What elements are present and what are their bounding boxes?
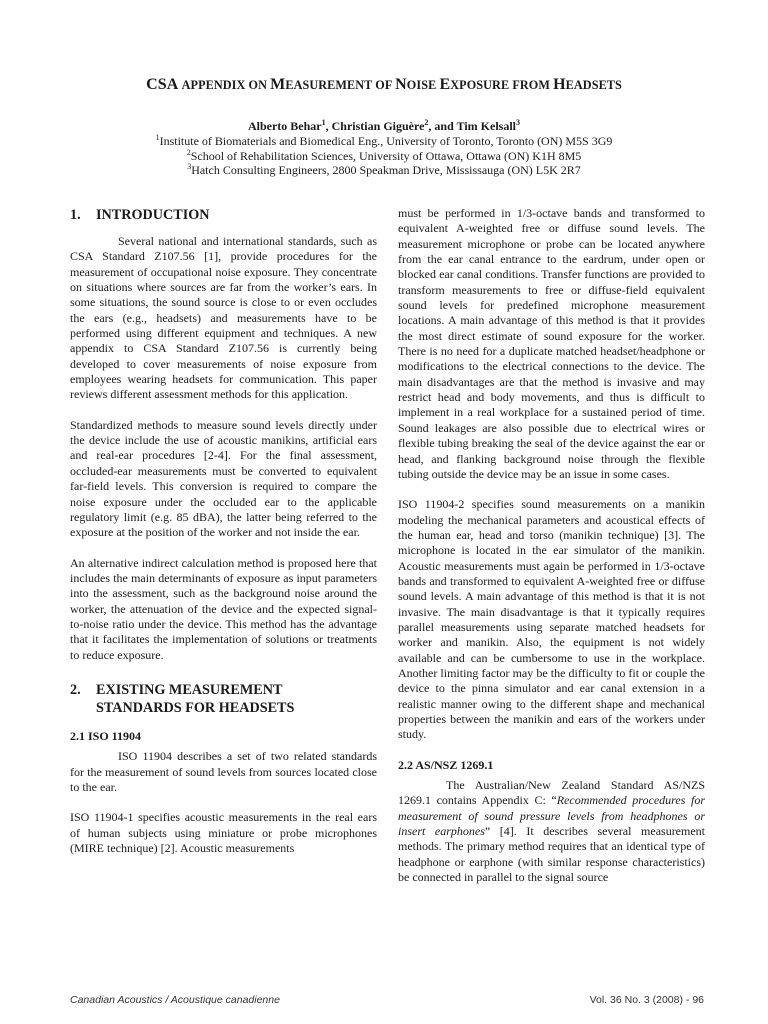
right-column: [398, 206, 705, 885]
affiliation-sup: 2: [186, 148, 191, 157]
title-part: OISE: [406, 78, 440, 92]
footer-journal: Canadian Acoustics / Acoustique canadienne: [70, 994, 280, 1006]
title-part: H: [553, 76, 566, 93]
affiliation: [0, 163, 768, 178]
affiliation-text: School of Rehabilitation Sciences, University of Ottawa, Ottawa (ON) K1H 8M5: [190, 149, 582, 163]
section-title: EXISTING MEASUREMENT: [96, 681, 283, 698]
affiliation: [0, 149, 768, 164]
paragraph: Standardized methods to measure sound levels directly under the device include the use of acoustic manikins, artificial ears and real-ear procedures [2-4]. For the final assessment, occluded-ear measurements must be converted to equivalent far-field levels. This conversion is required to compare the noise exposure under the occluded ear to the applicable regulatory limit (e.g. 85 dBA), the latter being referred to the exposure at the position of the worker and not inside the ear.: [70, 417, 377, 540]
affiliation-sup: 3: [187, 162, 192, 171]
affiliation-sup: 1: [155, 133, 160, 142]
paper-title: [0, 76, 768, 94]
author-name: Christian Giguère: [331, 119, 425, 133]
text-run: The Australian/New Zealand Standard AS/NZS 1269.1 contains Appendix C: “: [398, 778, 705, 808]
section-title-line2: STANDARDS FOR HEADSETS: [96, 699, 295, 716]
title-part: N: [395, 76, 407, 93]
footer-volume: Vol. 36 No. 3 (2008) - 96: [589, 994, 704, 1006]
title-part: EASUREMENT OF: [285, 78, 396, 92]
author-name: Tim Kelsall: [456, 119, 517, 133]
author-name: Alberto Behar: [247, 119, 322, 133]
title-part: EADSETS: [565, 78, 622, 92]
section-number: 2.: [70, 681, 81, 698]
author-sup: 2: [424, 118, 429, 127]
paragraph: [398, 778, 705, 885]
author-sep: ,: [325, 119, 332, 133]
title-part: XPOSURE FROM: [450, 78, 554, 92]
section-title: INTRODUCTION: [96, 207, 210, 223]
paragraph: Several national and international standards, such as CSA Standard Z107.56 [1], provide procedures for the measurement of occupational noise exposure. They concentrate on situations where sources are far from the worker’s ears. In some situations, the sound source is close to or even occludes the ears (e.g., headsets) and measurements have to be performed using different equipment and techniques. A new appendix to CSA Standard Z107.56 is currently being developed to cover measurements of noise exposure from employees wearing headsets for communication. This paper reviews different assessment methods for this application.: [70, 234, 377, 402]
section-heading: [70, 206, 377, 224]
author-list: [0, 119, 768, 134]
title-part: E: [439, 76, 451, 93]
paragraph: ISO 11904 describes a set of two related standards for the measurement of sound levels from sources located close to the ear.: [70, 749, 377, 794]
paragraph: ISO 11904-2 specifies sound measurements on a manikin modeling the mechanical parameters and acoustical effects of the human ear, head and torso (manikin technique) [3]. The microphone is located in the ear simulator of the manikin. Acoustic measurements must again be performed in 1/3-octave bands and transformed to equivalent A-weighted free or diffuse sound levels. A main advantage of this method is that it is not invasive. The main disadvantage is that it typically requires parallel measurements using separate matched headsets for worker and manikin. Also, the equipment is not widely available and can be cumbersome to use in the workplace. Another limiting factor may be the difficulty to fit or couple the device to the pinna simulator and ear canal extension in a realistic manner owing to the different shape and mechanical properties between the manikin and ears of the workers under study.: [398, 497, 705, 742]
left-column: [70, 200, 377, 856]
subsection-heading: 2.2 AS/NSZ 1269.1: [398, 757, 494, 772]
author-sup: 1: [321, 118, 326, 127]
title-part: M: [270, 76, 286, 93]
affiliation: [0, 134, 768, 149]
paragraph: must be performed in 1/3-octave bands and transformed to equivalent A-weighted free or diffuse sound levels. The measurement microphone or probe can be located anywhere from the ear canal entrance to the eardrum, under open or blocked ear canal conditions. Transfer functions are provided to transform measurements to free or diffuse-field equivalent sound levels for predefined microphone measurement locations. A main advantage of this method is that it provides the most direct estimate of sound exposure for the worker. There is no need for a duplicate matched headset/headphone or modifications to the electrical connections to the device. The main disadvantages are that the method is invasive and may restrict head and body movements, and thus is difficult to implement in a real workplace for a sustained period of time. Sound leakages are also possible due to electrical wires or flexible tubing breaking the seal of the device against the ear or head, and flanking background noise through the flexible tubing outside the device may be an issue in some cases.: [398, 206, 705, 481]
section-number: 1.: [70, 207, 81, 223]
affiliation-text: Institute of Biomaterials and Biomedical Eng., University of Toronto, Toronto (ON) M5S 3G9: [159, 134, 613, 148]
title-part: CSA: [146, 76, 182, 93]
text-run: ” [4]. It describes several measurement methods. The primary method requires that an identical type of headphone or earphone (with similar response characteristics) be connected in parallel to the signal source: [398, 824, 706, 885]
paragraph: An alternative indirect calculation method is proposed here that includes the main determinants of exposure as input parameters into the assessment, such as the background noise around the worker, the attenuation of the device and the expected signal-to-noise ratio under the device. This method has the advantage that it facilitates the implementation of solutions or treatments to reduce exposure.: [70, 555, 377, 662]
author-sep: , and: [428, 119, 457, 133]
title-part: APPENDIX ON: [181, 78, 271, 92]
affiliation-text: Hatch Consulting Engineers, 2800 Speakman Drive, Mississauga (ON) L5K 2R7: [191, 163, 581, 177]
author-sup: 3: [516, 118, 521, 127]
paragraph: ISO 11904-1 specifies acoustic measurements in the real ears of human subjects using miniature or probe microphones (MIRE technique) [2]. Acoustic measurements: [70, 810, 377, 855]
section-heading: [70, 681, 377, 717]
quoted-title: Recommended procedures for measurement of sound pressure levels from headphones or insert earphones: [398, 793, 705, 839]
subsection-heading: 2.1 ISO 11904: [70, 728, 142, 743]
